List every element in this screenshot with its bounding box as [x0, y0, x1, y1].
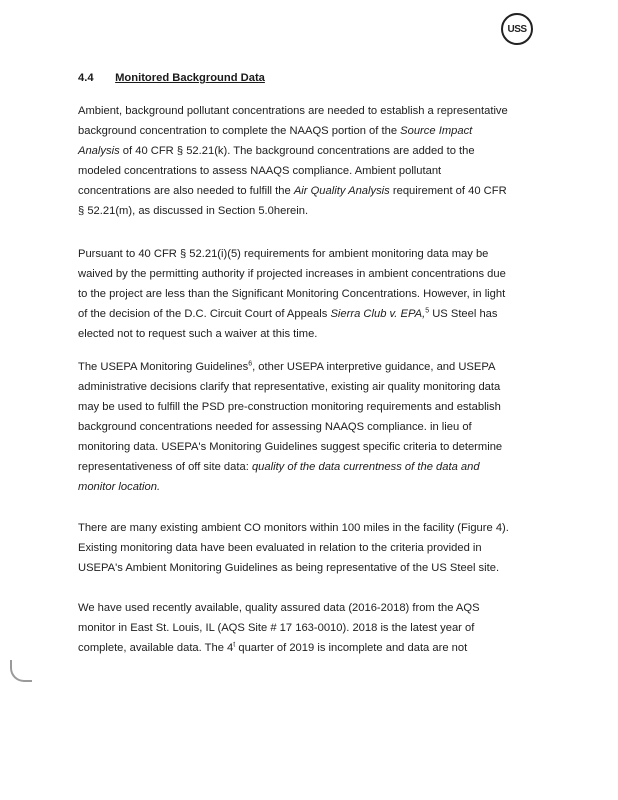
text-line	[78, 244, 528, 264]
text-segment: representativeness of off site data:	[78, 461, 252, 473]
text-segment: of 40 CFR § 52.21(k). The background concentrations are added to the	[119, 145, 475, 157]
text-segment: There are many existing ambient CO monitors within 100 miles in the facility (Figure 4).	[78, 522, 509, 534]
text-segment: We have used recently available, quality assured data (2016-2018) from the AQS	[78, 602, 480, 614]
text-segment: US Steel has	[429, 308, 498, 320]
text-segment: of the decision of the D.C. Circuit Court of Appeals	[78, 308, 331, 320]
text-segment: modeled concentrations to assess NAAQS compliance. Ambient pollutant	[78, 165, 442, 177]
text-line	[78, 518, 528, 538]
text-segment: Pursuant to 40 CFR § 52.21(i)(5) requirements for ambient monitoring data may be	[78, 248, 489, 260]
text-line	[78, 357, 528, 377]
text-line	[78, 538, 528, 558]
text-segment: monitor in East St. Louis, IL (AQS Site # 17 163-0010). 2018 is the latest year of	[78, 622, 475, 634]
text-segment: USEPA's Ambient Monitoring Guidelines as being representative of the US Steel site.	[78, 562, 500, 574]
text-segment: requirement of 40 CFR	[389, 185, 507, 197]
text-segment: Existing monitoring data have been evaluated in relation to the criteria provided in	[78, 542, 482, 554]
paragraph	[78, 357, 528, 497]
margin-mark-icon	[10, 660, 32, 682]
text-segment: complete, available data. The 4	[78, 642, 234, 654]
text-line	[78, 284, 528, 304]
text-segment: Source Impact	[400, 125, 473, 137]
text-segment: Analysis	[78, 145, 120, 157]
text-line	[78, 324, 528, 344]
text-line	[78, 477, 528, 497]
section-heading	[78, 72, 265, 84]
text-line	[78, 638, 528, 658]
text-line	[78, 181, 528, 201]
text-segment: background concentrations needed for assessing NAAQS compliance. in lieu of	[78, 421, 472, 433]
text-line	[78, 558, 528, 578]
section-number: 4.4	[78, 72, 94, 84]
text-segment: concentrations are also needed to fulfill the	[78, 185, 294, 197]
text-segment: § 52.21(m), as discussed in Section 5.0herein.	[78, 205, 309, 217]
text-segment: , other USEPA interpretive guidance, and USEPA	[252, 361, 496, 373]
text-segment: background concentration to complete the NAAQS portion of the	[78, 125, 401, 137]
text-line	[78, 417, 528, 437]
text-segment: monitoring data. USEPA's Monitoring Guidelines suggest specific criteria to determine	[78, 441, 503, 453]
text-segment: elected not to request such a waiver at this time.	[78, 328, 318, 340]
text-segment: monitor location.	[78, 481, 161, 493]
footnote-ref: 5	[425, 307, 430, 315]
text-segment: quality of the data currentness of the data and	[251, 461, 480, 473]
text-segment: Sierra Club v. EPA,	[330, 308, 426, 320]
text-segment: The USEPA Monitoring Guidelines	[78, 361, 249, 373]
text-segment: Ambient, background pollutant concentrations are needed to establish a representative	[78, 105, 508, 117]
text-segment: administrative decisions clarify that representative, existing air quality monitoring data	[78, 381, 501, 393]
text-line	[78, 201, 528, 221]
text-line	[78, 101, 528, 121]
text-line	[78, 121, 528, 141]
paragraph	[78, 244, 528, 344]
text-line	[78, 264, 528, 284]
text-line	[78, 618, 528, 638]
paragraph	[78, 518, 528, 578]
text-segment: waived by the permitting authority if projected increases in ambient concentrations due	[78, 268, 506, 280]
text-line	[78, 377, 528, 397]
footnote-ref: t	[233, 641, 236, 649]
text-line	[78, 457, 528, 477]
section-title: Monitored Background Data	[115, 72, 265, 84]
paragraph	[78, 598, 528, 658]
text-segment: Air Quality Analysis	[293, 185, 390, 197]
text-segment: may be used to fulfill the PSD pre-construction monitoring requirements and establish	[78, 401, 501, 413]
text-line	[78, 437, 528, 457]
text-line	[78, 304, 528, 324]
text-line	[78, 161, 528, 181]
text-line	[78, 141, 528, 161]
text-line	[78, 397, 528, 417]
text-line	[78, 598, 528, 618]
paragraph	[78, 101, 528, 221]
text-segment: to the project are less than the Significant Monitoring Concentrations. However, in light	[78, 288, 506, 300]
text-segment: quarter of 2019 is incomplete and data are not	[235, 642, 468, 654]
uss-logo: USS	[501, 13, 533, 45]
footnote-ref: 6	[248, 360, 253, 368]
